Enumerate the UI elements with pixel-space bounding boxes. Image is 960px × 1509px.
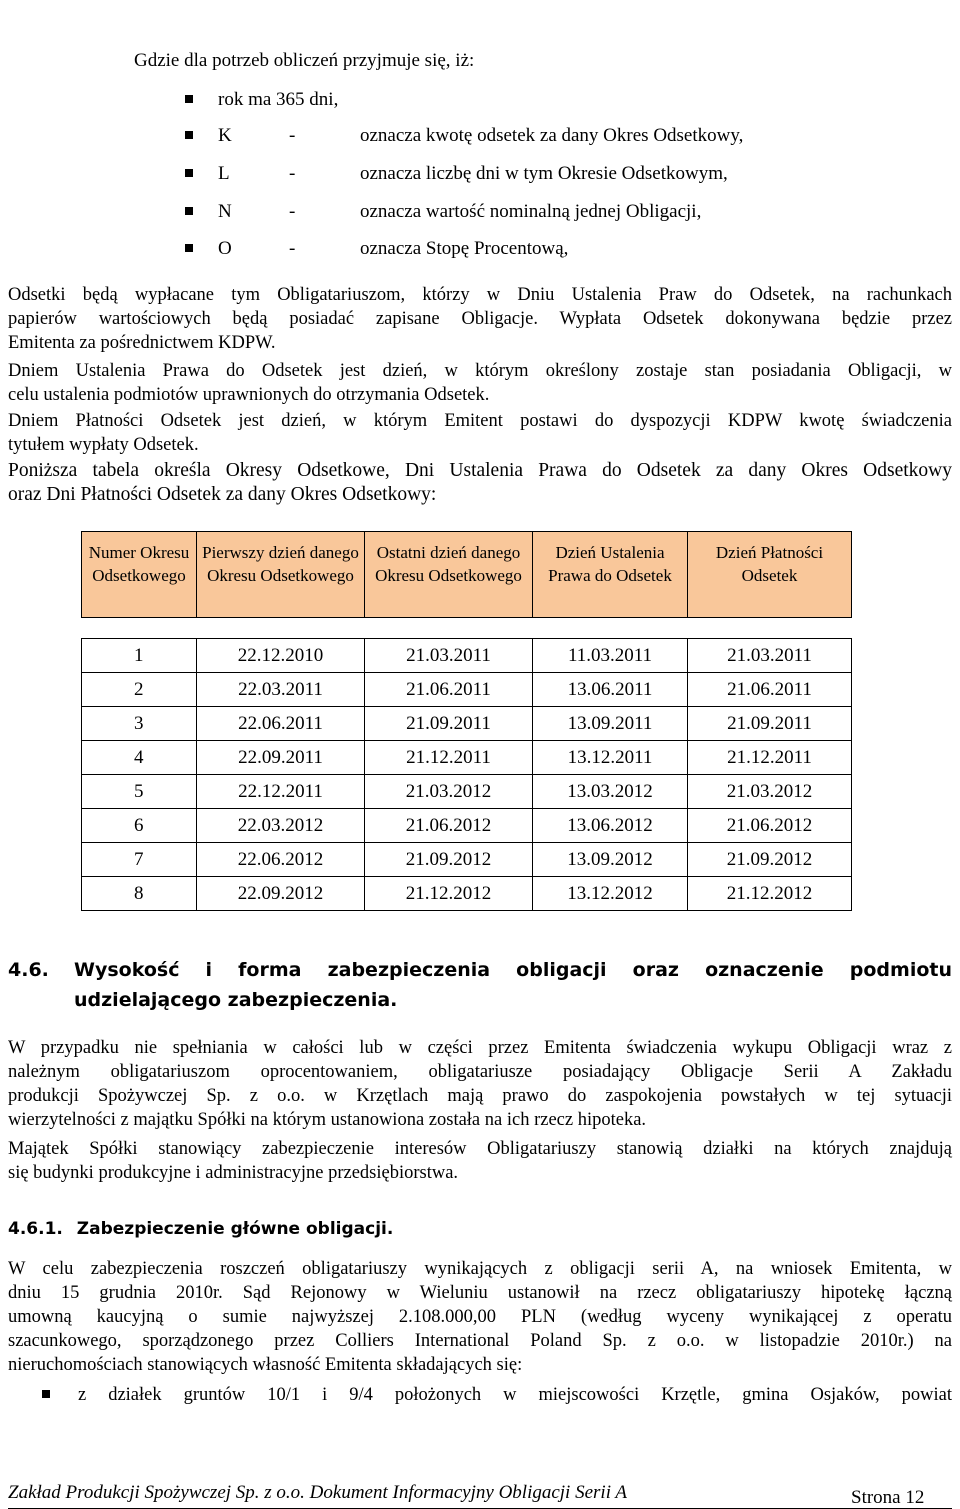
text-line: oraz Dni Płatności Odsetek za dany Okres Odsetkowy: xyxy=(8,484,437,505)
bullet-icon xyxy=(185,244,193,252)
bullet-item-plots: z działek gruntów 10/1 i 9/4 położonych w miejscowości Krzętle, gmina Osjaków, powiat xyxy=(78,1385,952,1405)
table-row xyxy=(82,843,852,877)
text-line: należnym obligatariuszom oprocentowaniem, obligatariusze posiadający Obligacje Serii A Zakładu xyxy=(8,1062,952,1082)
bullet-icon xyxy=(42,1390,50,1398)
intro-line: Gdzie dla potrzeb obliczeń przyjmuje się, iż: xyxy=(134,50,475,71)
bullet-icon xyxy=(185,131,193,139)
text-line: nieruchomościach stanowiących własność Emitenta składających się: xyxy=(8,1355,523,1375)
cell: 13.12.2012 xyxy=(533,877,688,911)
cell: 22.03.2012 xyxy=(197,809,365,843)
cell: 22.09.2011 xyxy=(197,741,365,775)
bullet-icon xyxy=(185,169,193,177)
cell: 21.09.2011 xyxy=(688,707,852,741)
cell: 22.06.2012 xyxy=(197,843,365,877)
table-row xyxy=(82,707,852,741)
cell: 13.12.2011 xyxy=(533,741,688,775)
section-title xyxy=(74,955,952,1015)
cell: 21.03.2012 xyxy=(365,775,533,809)
header-record-date: Dzień Ustalenia Prawa do Odsetek xyxy=(533,532,688,618)
cell: 22.09.2012 xyxy=(197,877,365,911)
cell: 13.06.2011 xyxy=(533,673,688,707)
cell: 21.09.2012 xyxy=(365,843,533,877)
definition-dash: - xyxy=(289,125,296,146)
text-line: W celu zabezpieczenia roszczeń obligatariuszy wynikających z obligacji serii A, na wniosek Emitenta, w xyxy=(8,1259,952,1279)
cell: 21.12.2011 xyxy=(688,741,852,775)
section-title-line: udzielającego zabezpieczenia. xyxy=(74,989,398,1011)
table-row xyxy=(82,639,852,673)
cell: 21.06.2012 xyxy=(365,809,533,843)
cell: 21.03.2011 xyxy=(688,639,852,673)
table-row xyxy=(82,741,852,775)
definition-dash: - xyxy=(289,201,296,222)
text-line: W przypadku nie spełniania w całości lub w części przez Emitenta świadczenia wykupu Obligacji wraz z xyxy=(8,1038,952,1058)
table-row xyxy=(82,877,852,911)
text-line: się budynki produkcyjne i administracyjne przedsiębiorstwa. xyxy=(8,1163,459,1183)
cell: 22.12.2010 xyxy=(197,639,365,673)
table-spacer xyxy=(82,618,852,639)
definition-text: oznacza wartość nominalną jednej Obligacji, xyxy=(360,201,702,222)
cell: 4 xyxy=(82,741,197,775)
table-row xyxy=(82,673,852,707)
definition-symbol: O xyxy=(218,238,232,259)
cell: 3 xyxy=(82,707,197,741)
text-line: wierzytelności z majątku Spółki na którym ustanowiona została na ich rzecz hipoteka. xyxy=(8,1110,647,1130)
definition-text: oznacza liczbę dni w tym Okresie Odsetkowym, xyxy=(360,163,728,184)
header-payment-date: Dzień Płatności Odsetek xyxy=(688,532,852,618)
text-line: dniu 15 grudnia 2010r. Sąd Rejonowy w Wieluniu ustanowił na rzecz obligatariuszy hipotekę łączną xyxy=(8,1283,952,1303)
cell: 21.03.2012 xyxy=(688,775,852,809)
text-line: Odsetki będą wypłacane tym Obligatariuszom, którzy w Dniu Ustalenia Praw do Odsetek, na rachunkach xyxy=(8,285,952,305)
text-line: umowną kaucyjną o sumie najwyższej 2.108.000,00 PLN (według wyceny wynikającej z operatu xyxy=(8,1307,952,1327)
header-period-number: Numer Okresu Odsetkowego xyxy=(82,532,197,618)
section-title-line: Wysokość i forma zabezpieczenia obligacji oraz oznaczenie podmiotu xyxy=(74,959,952,981)
text-line: Dniem Płatności Odsetek jest dzień, w którym Emitent postawi do dyspozycji KDPW kwotę świadczenia xyxy=(8,411,952,431)
paragraph-table-intro xyxy=(8,459,952,507)
bullet-icon xyxy=(185,95,193,103)
cell: 13.03.2012 xyxy=(533,775,688,809)
text-line: tytułem wypłaty Odsetek. xyxy=(8,435,199,455)
cell: 21.06.2011 xyxy=(365,673,533,707)
definition-dash: - xyxy=(289,163,296,184)
paragraph-mortgage xyxy=(8,1257,952,1377)
definition-dash: - xyxy=(289,238,296,259)
cell: 11.03.2011 xyxy=(533,639,688,673)
cell: 21.06.2011 xyxy=(688,673,852,707)
text-line: Majątek Spółki stanowiący zabezpieczenie interesów Obligatariuszy stanowią działki na których znajdują xyxy=(8,1139,952,1159)
interest-periods-table xyxy=(81,531,852,911)
cell: 22.03.2011 xyxy=(197,673,365,707)
section-heading-4-6 xyxy=(8,955,952,1015)
table-header-row xyxy=(82,532,852,618)
cell: 13.09.2011 xyxy=(533,707,688,741)
page-number: Strona 12 xyxy=(851,1487,925,1508)
section-number: 4.6.1. xyxy=(8,1219,63,1239)
cell: 21.09.2012 xyxy=(688,843,852,877)
bullet-icon xyxy=(185,207,193,215)
cell: 1 xyxy=(82,639,197,673)
header-last-day: Ostatni dzień danego Okresu Odsetkowego xyxy=(365,532,533,618)
definition-text: oznacza Stopę Procentową, xyxy=(360,238,569,259)
text-line: Emitenta za pośrednictwem KDPW. xyxy=(8,333,276,353)
text-line: szacunkowego, sporządzonego przez Colliers International Poland Sp. z o.o. w listopadzie 2010r.) na xyxy=(8,1331,952,1351)
cell: 21.09.2011 xyxy=(365,707,533,741)
cell: 21.12.2012 xyxy=(688,877,852,911)
section-title: Zabezpieczenie główne obligacji. xyxy=(76,1219,394,1239)
text-line: Poniższa tabela określa Okresy Odsetkowe, Dni Ustalenia Prawa do Odsetek za dany Okres Odsetkowy xyxy=(8,460,952,481)
cell: 22.12.2011 xyxy=(197,775,365,809)
paragraph-assets xyxy=(8,1137,952,1185)
text-line: produkcji Spożywczej Sp. z o.o. w Krzętlach mają prawo do zaspokojenia powstałych w tej sytuacji xyxy=(8,1086,952,1106)
cell: 21.12.2011 xyxy=(365,741,533,775)
cell: 2 xyxy=(82,673,197,707)
definition-symbol: rok ma 365 dni, xyxy=(218,89,339,110)
definition-symbol: N xyxy=(218,201,232,222)
spacer-cell xyxy=(82,618,852,639)
cell: 7 xyxy=(82,843,197,877)
text-line: Dniem Ustalenia Prawa do Odsetek jest dzień, w którym określony zostaje stan posiadania Obligacji, w xyxy=(8,361,952,381)
section-number: 4.6. xyxy=(8,959,49,981)
cell: 6 xyxy=(82,809,197,843)
cell: 21.06.2012 xyxy=(688,809,852,843)
cell: 21.12.2012 xyxy=(365,877,533,911)
paragraph-record-date xyxy=(8,359,952,407)
cell: 22.06.2011 xyxy=(197,707,365,741)
footer-document-title: Zakład Produkcji Spożywczej Sp. z o.o. Dokument Informacyjny Obligacji Serii A xyxy=(8,1482,627,1503)
cell: 13.06.2012 xyxy=(533,809,688,843)
header-first-day: Pierwszy dzień danego Okresu Odsetkowego xyxy=(197,532,365,618)
definition-text: oznacza kwotę odsetek za dany Okres Odsetkowy, xyxy=(360,125,744,146)
definition-symbol: K xyxy=(218,125,232,146)
cell: 13.09.2012 xyxy=(533,843,688,877)
text-line: papierów wartościowych będą posiadać zapisane Obligacje. Wypłata Odsetek dokonywana będzie przez xyxy=(8,309,952,329)
cell: 5 xyxy=(82,775,197,809)
definition-symbol: L xyxy=(218,163,230,184)
cell: 21.03.2011 xyxy=(365,639,533,673)
section-heading-4-6-1 xyxy=(8,1216,393,1242)
table-row xyxy=(82,809,852,843)
cell: 8 xyxy=(82,877,197,911)
paragraph-payment-date xyxy=(8,409,952,457)
paragraph-payment xyxy=(8,283,952,355)
text-line: celu ustalenia podmiotów uprawnionych do otrzymania Odsetek. xyxy=(8,385,490,405)
paragraph-default xyxy=(8,1036,952,1132)
table-row xyxy=(82,775,852,809)
